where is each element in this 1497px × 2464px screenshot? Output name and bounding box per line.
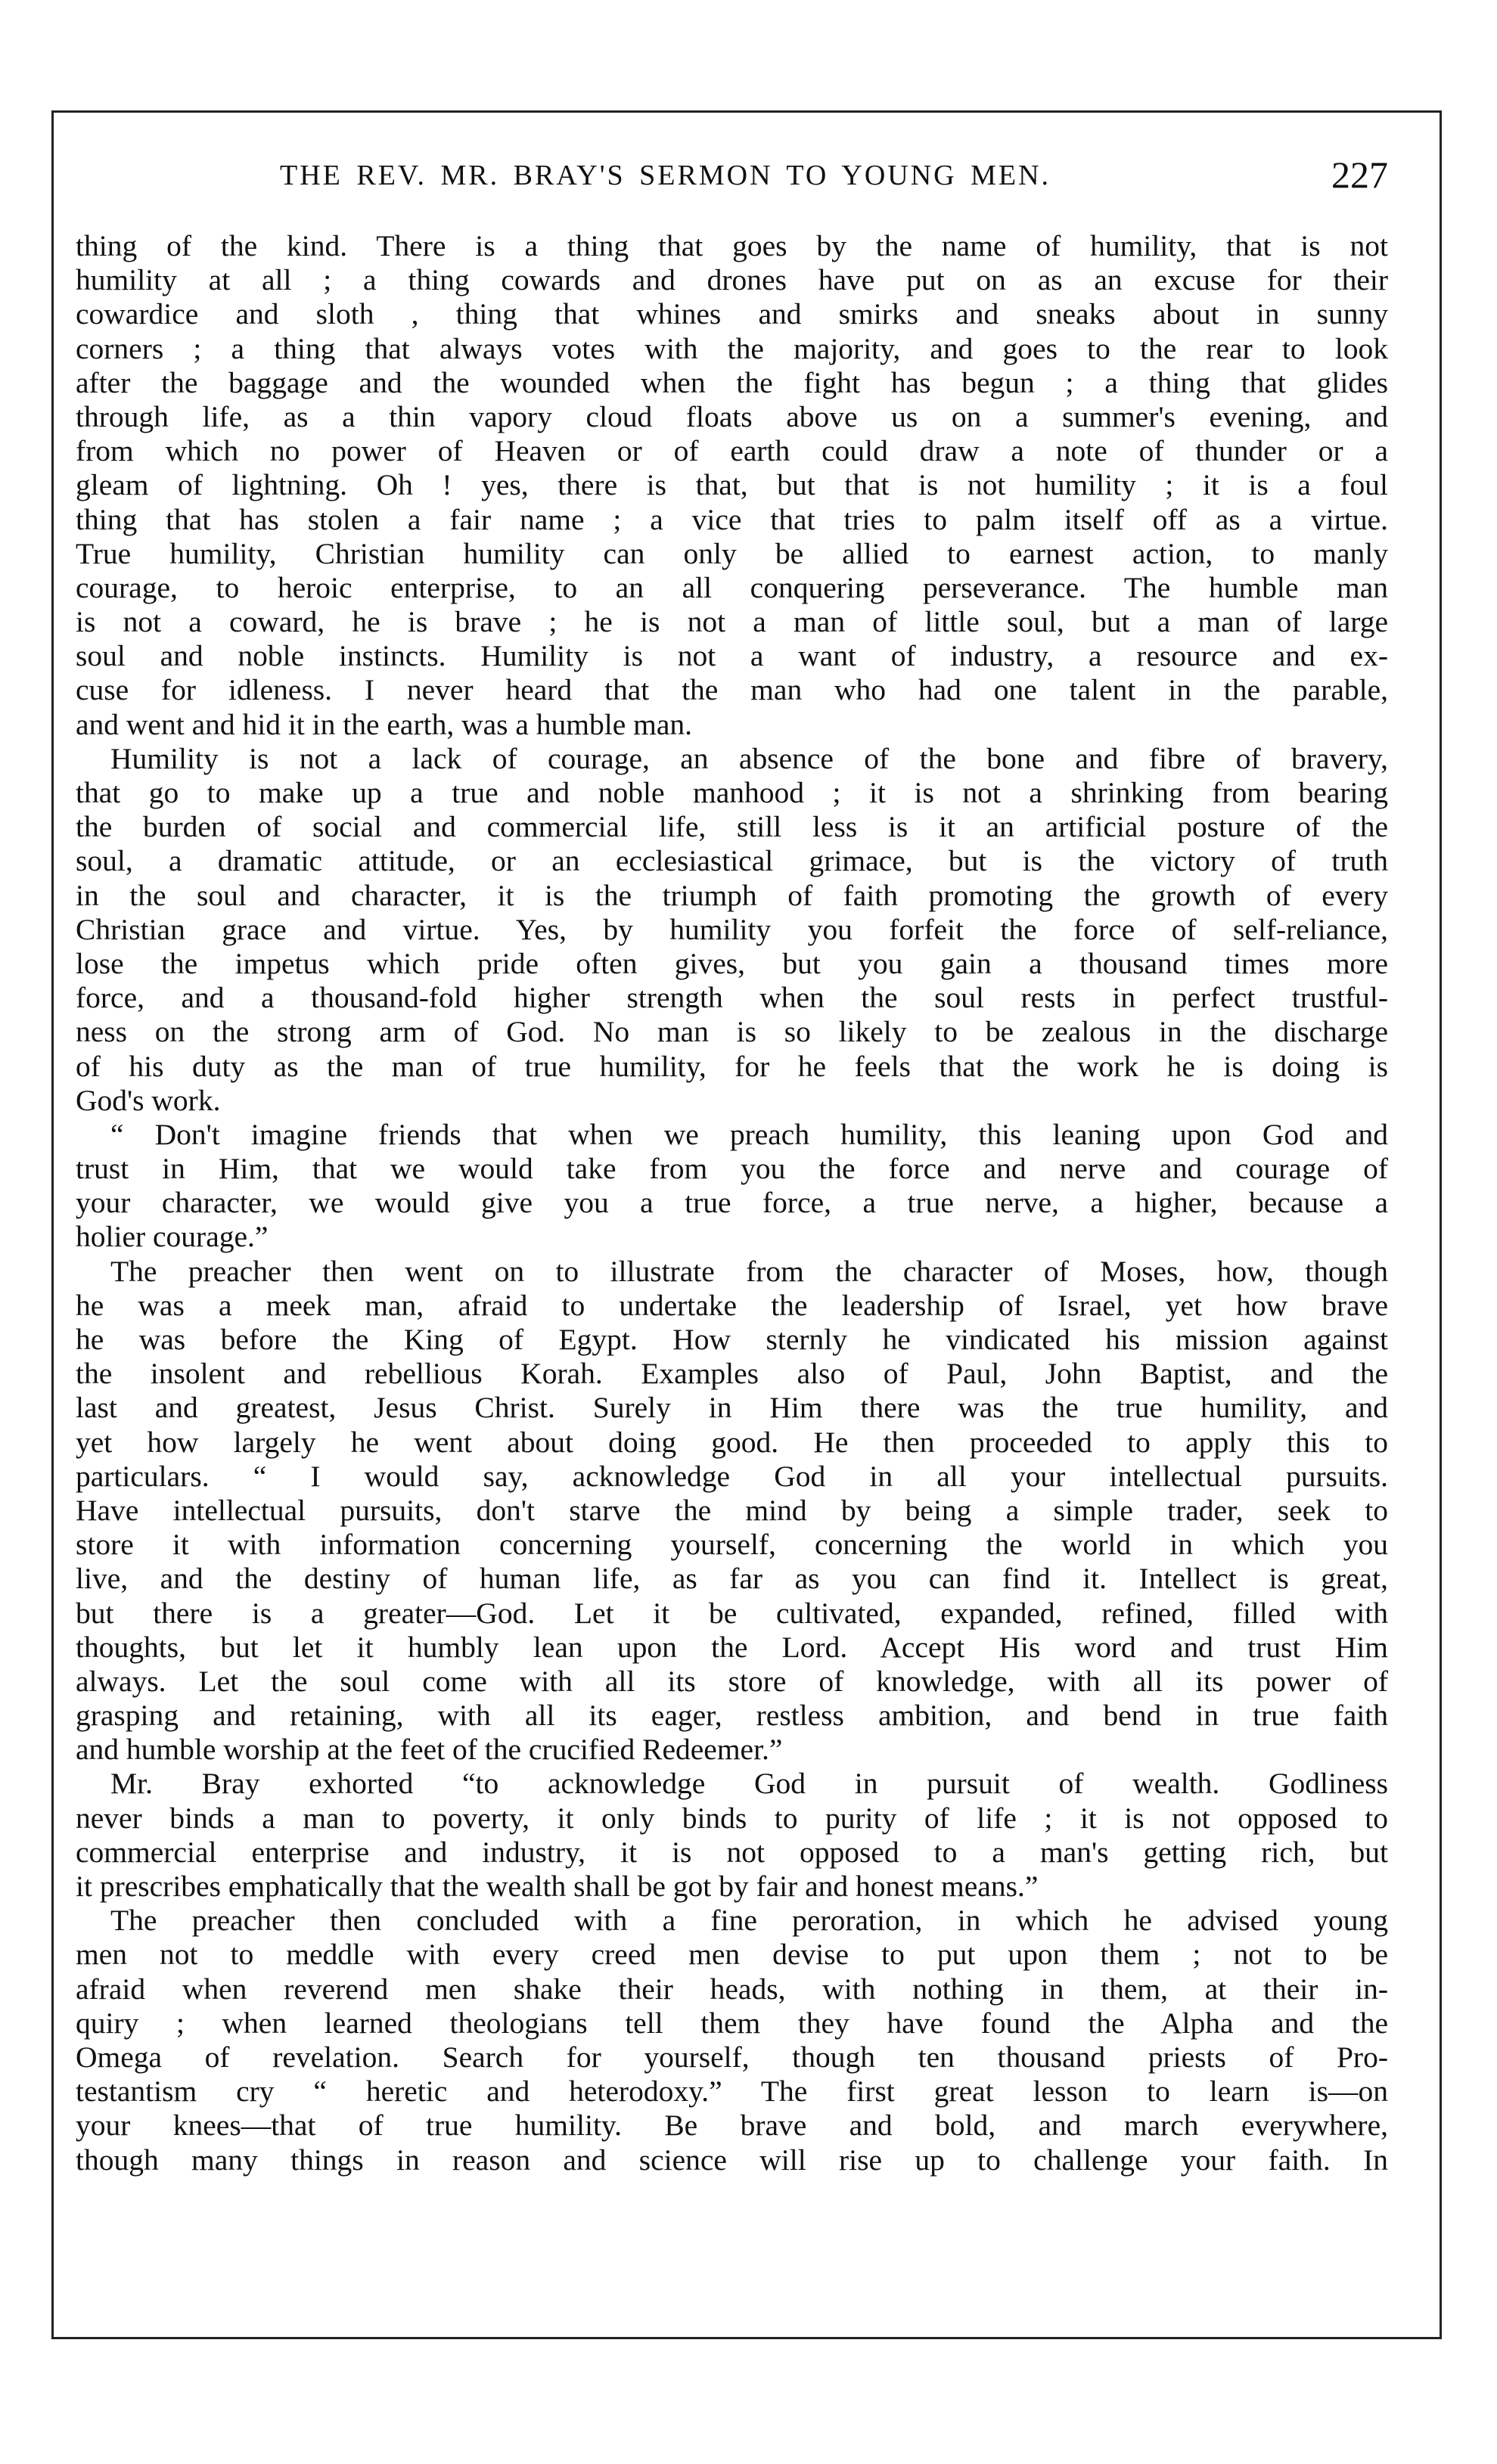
text-line: and went and hid it in the earth, was a humble man. — [76, 707, 693, 741]
text-line: quiry ; when learned theologians tell them they have found the Alpha and the — [76, 2006, 1388, 2040]
paragraph — [76, 229, 1388, 742]
text-line: the insolent and rebellious Korah. Examples also of Paul, John Baptist, and the — [76, 1357, 1388, 1391]
text-line: cuse for idleness. I never heard that the man who had one talent in the parable, — [76, 673, 1388, 707]
text-line: live, and the destiny of human life, as far as you can find it. Intellect is great, — [76, 1562, 1388, 1596]
text-line: always. Let the soul come with all its store of knowledge, with all its power of — [76, 1664, 1388, 1698]
text-line: never binds a man to poverty, it only binds to purity of life ; it is not opposed to — [76, 1801, 1388, 1835]
text-line: your character, we would give you a true force, a true nerve, a higher, because a — [76, 1186, 1388, 1220]
running-title: THE REV. MR. BRAY'S SERMON TO YOUNG MEN. — [280, 160, 1051, 191]
text-line: Christian grace and virtue. Yes, by humility you forfeit the force of self-reliance, — [76, 912, 1388, 946]
text-line: humility at all ; a thing cowards and drones have put on as an excuse for their — [76, 263, 1388, 297]
text-line: soul, a dramatic attitude, or an ecclesiastical grimace, but is the victory of truth — [76, 844, 1388, 878]
text-line: corners ; a thing that always votes with the majority, and goes to the rear to look — [76, 331, 1388, 365]
text-line: but there is a greater—God. Let it be cultivated, expanded, refined, filled with — [76, 1596, 1388, 1630]
paragraph — [76, 1904, 1388, 2177]
page-number: 227 — [1331, 154, 1388, 196]
text-line: “ Don't imagine friends that when we preach humility, this leaning upon God and — [110, 1117, 1388, 1151]
text-line: particulars. “ I would say, acknowledge God in all your intellectual pursuits. — [76, 1459, 1388, 1493]
text-line: the burden of social and commercial life, still less is it an artificial posture of the — [76, 810, 1388, 844]
text-line: commercial enterprise and industry, it is not opposed to a man's getting rich, but — [76, 1835, 1388, 1869]
text-line: Have intellectual pursuits, don't starve the mind by being a simple trader, seek to — [76, 1493, 1388, 1527]
text-line: through life, as a thin vapory cloud floats above us on a summer's evening, and — [76, 399, 1388, 433]
text-line: God's work. — [76, 1083, 221, 1117]
paragraph — [76, 742, 1388, 1118]
text-line: he was before the King of Egypt. How sternly he vindicated his mission against — [76, 1323, 1388, 1356]
body-text — [76, 229, 1388, 2332]
text-line: trust in Him, that we would take from you the force and nerve and courage of — [76, 1152, 1388, 1186]
text-line: last and greatest, Jesus Christ. Surely in Him there was the true humility, and — [76, 1391, 1388, 1425]
text-line: ness on the strong arm of God. No man is so likely to be zealous in the discharge — [76, 1015, 1388, 1049]
text-line: that go to make up a true and noble manhood ; it is not a shrinking from bearing — [76, 776, 1388, 809]
text-line: True humility, Christian humility can only be allied to earnest action, to manly — [76, 536, 1388, 570]
text-line: afraid when reverend men shake their heads, with nothing in them, at their in- — [76, 1972, 1388, 2006]
text-line: courage, to heroic enterprise, to an all conquering perseverance. The humble man — [76, 570, 1388, 604]
text-line: thoughts, but let it humbly lean upon the Lord. Accept His word and trust Him — [76, 1630, 1388, 1664]
paragraph — [76, 1767, 1388, 1904]
text-line: men not to meddle with every creed men devise to put upon them ; not to be — [76, 1938, 1388, 1972]
bottom-rule — [51, 2337, 1442, 2339]
text-line: Mr. Bray exhorted “to acknowledge God in pursuit of wealth. Godliness — [110, 1767, 1388, 1801]
text-line: it prescribes emphatically that the wealth shall be got by fair and honest means.” — [76, 1870, 1039, 1903]
text-line: and humble worship at the feet of the crucified Redeemer.” — [76, 1733, 783, 1767]
text-line: from which no power of Heaven or of earth could draw a note of thunder or a — [76, 434, 1388, 468]
text-line: grasping and retaining, with all its eager, restless ambition, and bend in true faith — [76, 1699, 1388, 1733]
text-line: store it with information concerning yourself, concerning the world in which you — [76, 1528, 1388, 1562]
text-line: is not a coward, he is brave ; he is not a man of little soul, but a man of large — [76, 605, 1388, 639]
text-line: testantism cry “ heretic and heterodoxy.” The first great lesson to learn is—on — [76, 2075, 1388, 2109]
paragraph — [76, 1118, 1388, 1255]
text-line: thing of the kind. There is a thing that goes by the name of humility, that is not — [76, 229, 1388, 262]
text-line: force, and a thousand-fold higher strength when the soul rests in perfect trustful- — [76, 981, 1388, 1015]
text-line: your knees—that of true humility. Be brave and bold, and march everywhere, — [76, 2109, 1388, 2143]
text-line: thing that has stolen a fair name ; a vice that tries to palm itself off as a virtue. — [76, 502, 1388, 536]
text-line: after the baggage and the wounded when the fight has begun ; a thing that glides — [76, 365, 1388, 399]
text-line: lose the impetus which pride often gives, but you gain a thousand times more — [76, 946, 1388, 980]
text-line: of his duty as the man of true humility, for he feels that the work he is doing is — [76, 1049, 1388, 1083]
text-line: holier courage.” — [76, 1220, 269, 1254]
text-line: in the soul and character, it is the triumph of faith promoting the growth of every — [76, 878, 1388, 912]
text-line: gleam of lightning. Oh ! yes, there is that, but that is not humility ; it is a foul — [76, 468, 1388, 502]
text-line: yet how largely he went about doing good. He then proceeded to apply this to — [76, 1425, 1388, 1459]
text-line: soul and noble instincts. Humility is not a want of industry, a resource and ex- — [76, 639, 1388, 673]
text-line: Humility is not a lack of courage, an absence of the bone and fibre of bravery, — [110, 741, 1388, 775]
running-head — [76, 154, 1388, 204]
text-line: cowardice and sloth , thing that whines and smirks and sneaks about in sunny — [76, 297, 1388, 331]
text-line: he was a meek man, afraid to undertake the leadership of Israel, yet how brave — [76, 1288, 1388, 1322]
text-line: The preacher then concluded with a fine peroration, in which he advised young — [110, 1904, 1388, 1938]
text-line: Omega of revelation. Search for yourself, though ten thousand priests of Pro- — [76, 2040, 1388, 2074]
text-line: though many things in reason and science will rise up to challenge your faith. In — [76, 2143, 1388, 2177]
text-line: The preacher then went on to illustrate from the character of Moses, how, though — [110, 1254, 1388, 1288]
paragraph — [76, 1255, 1388, 1767]
